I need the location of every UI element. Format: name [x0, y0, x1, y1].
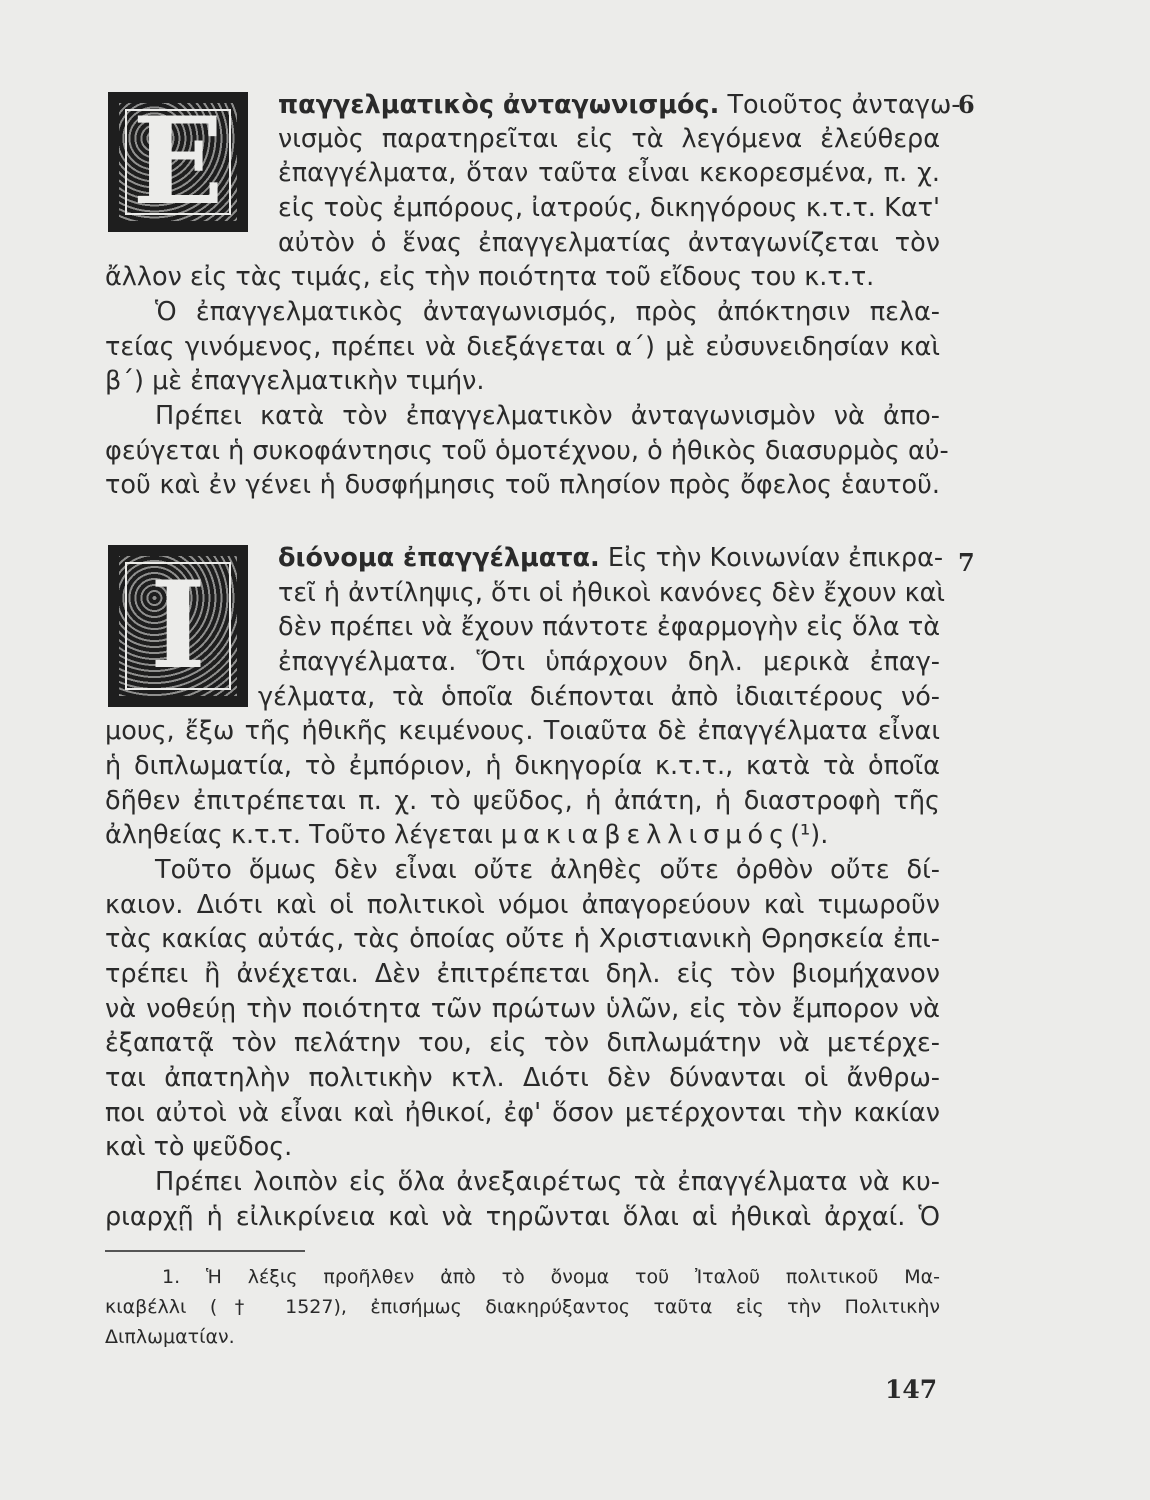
footnote-line: Διπλωματίαν. [105, 1326, 235, 1348]
text-line: αὐτὸν ὁ ἕνας ἐπαγγελματίας ἀνταγωνίζεται τὸν [278, 228, 940, 258]
text-line: ριαρχῇ ἡ εἰλικρίνεια καὶ νὰ τηρῶνται ὅλαι αἱ ἠθικαὶ ἀρχαί. Ὁ [105, 1202, 940, 1232]
text-line: φεύγεται ἡ συκοφάντησις τοῦ ὁμοτέχνου, ὁ ἠθικὸς διασυρμὸς αὐ- [105, 436, 949, 466]
text-line: τοῦ καὶ ἐν γένει ἡ δυσφήμησις τοῦ πλησίον πρὸς ὄφελος ἑαυτοῦ. [105, 470, 940, 500]
text-line: τὰς κακίας αὐτάς, τὰς ὁποίας οὔτε ἡ Χριστιανικὴ Θρησκεία ἐπι- [105, 924, 940, 954]
text-line: διόνομα ἐπαγγέλματα. Εἰς τὴν Κοινωνίαν ἐπικρα- [278, 543, 944, 573]
text-line: Πρέπει λοιπὸν εἰς ὅλα ἀνεξαιρέτως τὰ ἐπαγγέλματα νὰ κυ- [155, 1167, 940, 1197]
text-line: τείας γινόμενος, πρέπει νὰ διεξάγεται α΄) μὲ εὐσυνειδησίαν καὶ [105, 332, 940, 362]
text-line: νὰ νοθεύῃ τὴν ποιότητα τῶν πρώτων ὑλῶν, εἰς τὸν ἔμπορον νὰ [105, 994, 940, 1024]
text-line: ται ἀπατηλὴν πολιτικὴν κτλ. Διότι δὲν δύνανται οἱ ἄνθρω- [105, 1063, 940, 1093]
text-line: ἡ διπλωματία, τὸ ἐμπόριον, ἡ δικηγορία κ.τ.τ., κατὰ τὰ ὁποῖα [105, 751, 940, 781]
text-line: μους, ἔξω τῆς ἠθικῆς κειμένους. Τοιαῦτα δὲ ἐπαγγέλματα εἶναι [105, 716, 940, 746]
text-line: νισμὸς παρατηρεῖται εἰς τὰ λεγόμενα ἐλεύθερα [278, 124, 940, 154]
text-line: εἰς τοὺς ἐμπόρους, ἰατρούς, δικηγόρους κ.τ.τ. Κατ' [278, 193, 940, 223]
text-line: ἐπαγγέλματα, ὅταν ταῦτα εἶναι κεκορεσμένα, π. χ. [278, 158, 940, 188]
text-line: ἀληθείας κ.τ.τ. Τοῦτο λέγεται μακιαβελλισμός(¹). [105, 820, 829, 850]
text-line: Πρέπει κατὰ τὸν ἐπαγγελματικὸν ἀνταγωνισμὸν νὰ ἀπο- [155, 401, 940, 431]
text-line: β΄) μὲ ἐπαγγελματικὴν τιμήν. [105, 366, 485, 396]
text-line: γέλματα, τὰ ὁποῖα διέπονται ἀπὸ ἰδιαιτέρους νό- [258, 682, 940, 712]
initial-letter-i: I [149, 555, 207, 696]
section-number-6: 6 [958, 90, 975, 119]
decorated-initial-i [108, 545, 248, 707]
text-line: Ὁ ἐπαγγελματικὸς ἀνταγωνισμός, πρὸς ἀπόκτησιν πελα- [155, 297, 940, 327]
text-line: ἐπαγγέλματα. Ὅτι ὑπάρχουν δηλ. μερικὰ ἐπαγ- [278, 647, 940, 677]
text-line: ἄλλον εἰς τὰς τιμάς, εἰς τὴν ποιότητα τοῦ εἴδους του κ.τ.τ. [105, 262, 875, 292]
text-line: παγγελματικὸς ἀνταγωνισμός. Τοιοῦτος ἀνταγω- [278, 90, 961, 120]
text-line: δῆθεν ἐπιτρέπεται π. χ. τὸ ψεῦδος, ἡ ἀπάτη, ἡ διαστροφὴ τῆς [105, 786, 940, 816]
section-number-7: 7 [958, 548, 975, 577]
initial-letter-e: E [132, 91, 224, 232]
footnote-line: κιαβέλλι († 1527), ἐπισήμως διακηρύξαντος ταῦτα εἰς τὴν Πολιτικὴν [105, 1296, 940, 1318]
text-line: τρέπει ἢ ἀνέχεται. Δὲν ἐπιτρέπεται δηλ. εἰς τὸν βιομήχανον [105, 959, 940, 989]
text-line: δὲν πρέπει νὰ ἔχουν πάντοτε ἐφαρμογὴν εἰς ὅλα τὰ [278, 612, 940, 642]
text-line: Τοῦτο ὅμως δὲν εἶναι οὔτε ἀληθὲς οὔτε ὀρθὸν οὔτε δί- [155, 855, 940, 885]
footnote-rule [105, 1250, 305, 1252]
text-line: καὶ τὸ ψεῦδος. [105, 1132, 293, 1162]
text-line: καιον. Διότι καὶ οἱ πολιτικοὶ νόμοι ἀπαγορεύουν καὶ τιμωροῦν [105, 890, 940, 920]
decorated-initial-e [108, 92, 248, 232]
text-line: ποι αὐτοὶ νὰ εἶναι καὶ ἠθικοί, ἐφ' ὅσον μετέρχονται τὴν κακίαν [105, 1098, 940, 1128]
page-number: 147 [885, 1375, 938, 1404]
footnote-line: 1. Ἡ λέξις προῆλθεν ἀπὸ τὸ ὄνομα τοῦ Ἰταλοῦ πολιτικοῦ Μα- [162, 1266, 940, 1288]
text-line: ἐξαπατᾷ τὸν πελάτην του, εἰς τὸν διπλωμάτην νὰ μετέρχε- [105, 1028, 940, 1058]
text-line: τεῖ ἡ ἀντίληψις, ὅτι οἱ ἠθικοὶ κανόνες δὲν ἔχουν καὶ [278, 578, 946, 608]
